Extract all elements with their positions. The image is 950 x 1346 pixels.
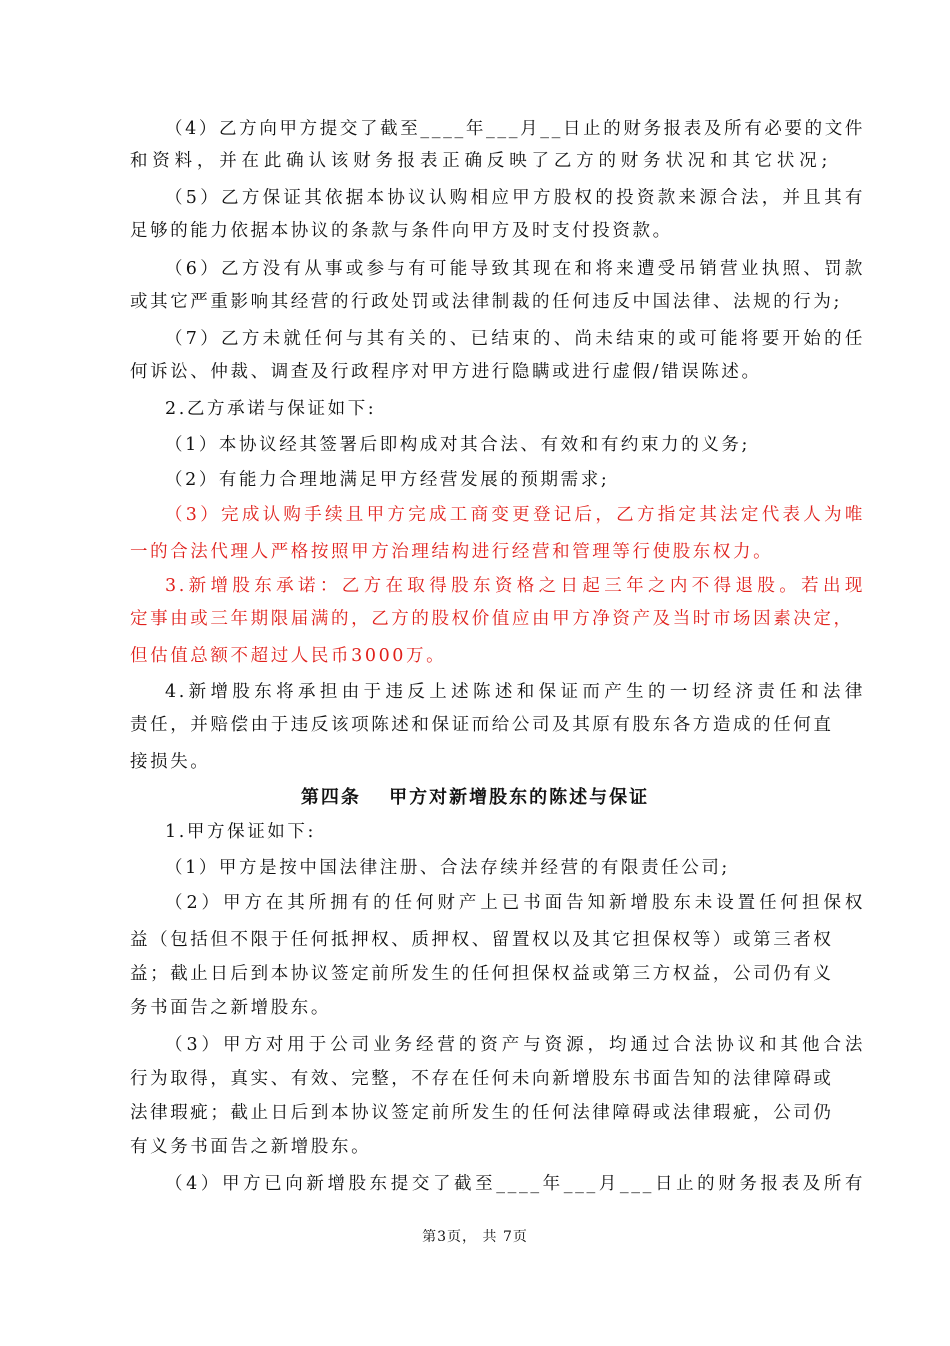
highlighted-line: 定事由或三年期限届满的，乙方的股权价值应由甲方净资产及当时市场因素决定，	[130, 609, 854, 629]
highlighted-line: 3.新增股东承诺：乙方在取得股东资格之日起三年之内不得退股。若出现	[165, 576, 865, 596]
paragraph-line: （2）有能力合理地满足甲方经营发展的预期需求;	[165, 470, 610, 490]
paragraph-line: 1.甲方保证如下:	[165, 822, 316, 842]
paragraph-line: 法律瑕疵；截止日后到本协议签定前所发生的任何法律障碍或法律瑕疵，公司仍	[130, 1103, 834, 1123]
paragraph-line: 益（包括但不限于任何抵押权、质押权、留置权以及其它担保权等）或第三者权	[130, 930, 834, 950]
page-number-footer: 第3页， 共 7页	[422, 1229, 528, 1245]
paragraph-line: （1）甲方是按中国法律注册、合法存续并经营的有限责任公司;	[165, 858, 730, 878]
paragraph-line: 行为取得，真实、有效、完整，不存在任何未向新增股东书面告知的法律障碍或	[130, 1069, 834, 1089]
highlighted-line: （3）完成认购手续且甲方完成工商变更登记后，乙方指定其法定代表人为唯	[165, 505, 865, 525]
paragraph-line: （3）甲方对用于公司业务经营的资产与资源，均通过合法协议和其他合法	[165, 1035, 865, 1055]
paragraph-line: 何诉讼、仲裁、调查及行政程序对甲方进行隐瞒或进行虚假/错误陈述。	[130, 362, 762, 382]
highlighted-line: 一的合法代理人严格按照甲方治理结构进行经营和管理等行使股东权力。	[130, 542, 774, 562]
paragraph-line: 和资料，并在此确认该财务报表正确反映了乙方的财务状况和其它状况;	[130, 151, 830, 171]
paragraph-line: （2）甲方在其所拥有的任何财产上已书面告知新增股东未设置任何担保权	[165, 893, 865, 913]
paragraph-line: 足够的能力依据本协议的条款与条件向甲方及时支付投资款。	[130, 221, 673, 241]
highlighted-line: 但估值总额不超过人民币3000万。	[130, 646, 447, 666]
paragraph-line: 接损失。	[130, 752, 211, 772]
paragraph-line: （6）乙方没有从事或参与有可能导致其现在和将来遭受吊销营业执照、罚款	[165, 259, 865, 279]
paragraph-line: 责任，并赔偿由于违反该项陈述和保证而给公司及其原有股东各方造成的任何直	[130, 715, 834, 735]
paragraph-line: 有义务书面告之新增股东。	[130, 1137, 372, 1157]
paragraph-line: 4.新增股东将承担由于违反上述陈述和保证而产生的一切经济责任和法律	[165, 682, 865, 702]
paragraph-line: （1）本协议经其签署后即构成对其合法、有效和有约束力的义务;	[165, 435, 751, 455]
paragraph-line: （4）乙方向甲方提交了截至____年___月__日止的财务报表及所有必要的文件	[165, 119, 865, 139]
paragraph-line: （7）乙方未就任何与其有关的、已结束的、尚未结束的或可能将要开始的任	[165, 329, 865, 349]
paragraph-line: 2.乙方承诺与保证如下:	[165, 399, 377, 419]
paragraph-line: 益；截止日后到本协议签定前所发生的任何担保权益或第三方权益，公司仍有义	[130, 964, 834, 984]
paragraph-line: （5）乙方保证其依据本协议认购相应甲方股权的投资款来源合法，并且其有	[165, 188, 865, 208]
paragraph-line: （4）甲方已向新增股东提交了截至____年___月___日止的财务报表及所有	[165, 1174, 865, 1194]
paragraph-line: 务书面告之新增股东。	[130, 998, 331, 1018]
section-heading: 第四条 甲方对新增股东的陈述与保证	[300, 787, 650, 808]
paragraph-line: 或其它严重影响其经营的行政处罚或法律制裁的任何违反中国法律、法规的行为;	[130, 292, 842, 312]
